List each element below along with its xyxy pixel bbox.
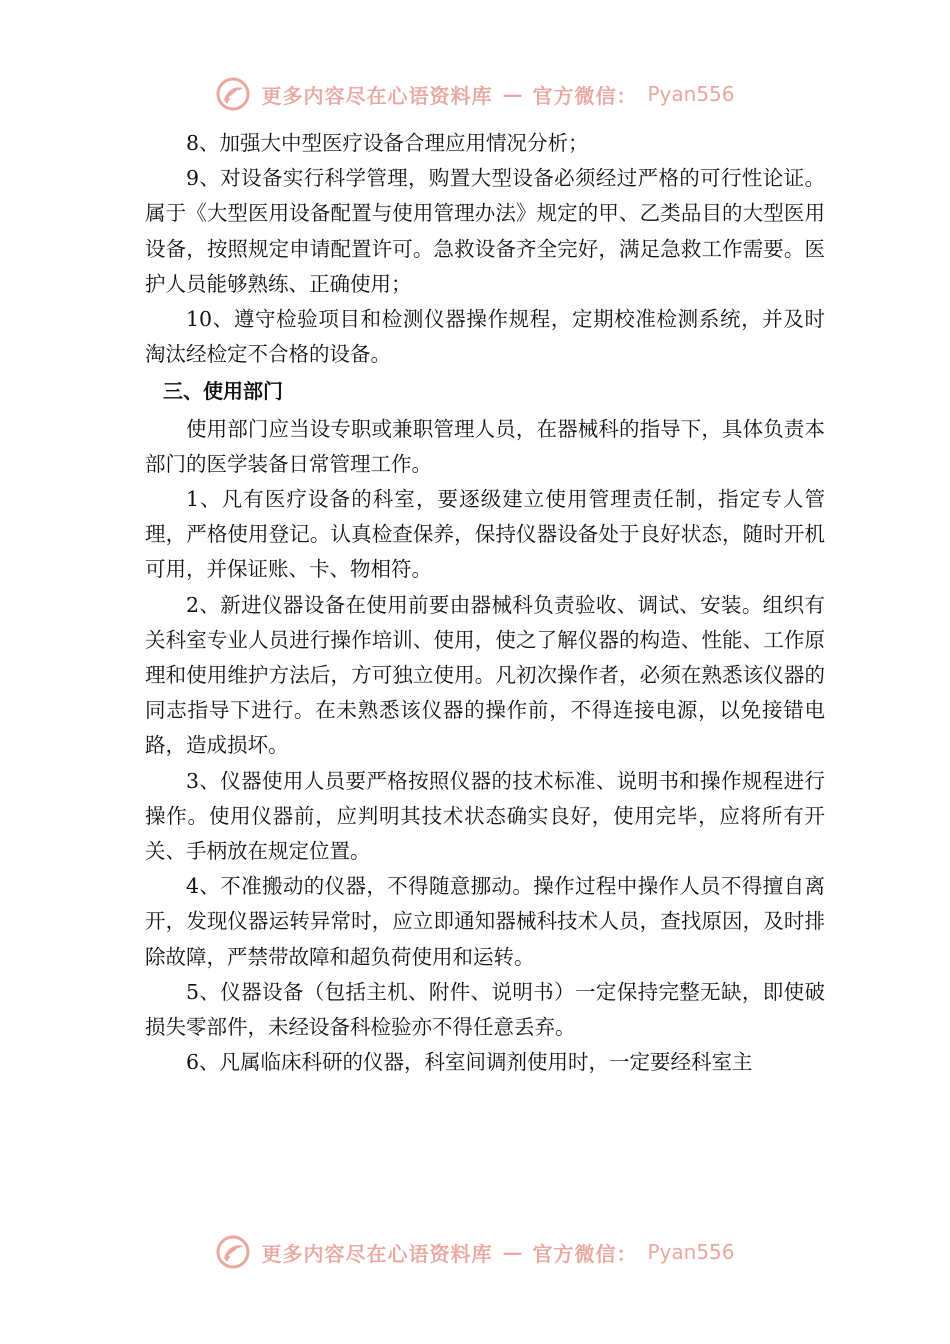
watermark-handle-label: 官方微信： (532, 83, 638, 108)
watermark-separator: — (502, 82, 523, 106)
paragraph-item-5: 5、仪器设备（包括主机、附件、说明书）一定保持完整无缺，即使破损失零部件，未经设备科检验亦不得任意丢弃。 (145, 979, 825, 1040)
paragraph-item-4: 4、不准搬动的仪器，不得随意挪动。操作过程中操作人员不得擅自离开，发现仪器运转异常时，应立即通知器械科技术人员，查找原因，及时排除故障，严禁带故障和超负荷使用和运转。 (145, 874, 825, 969)
watermark-handle: Pyan556 (647, 82, 735, 106)
watermark-text: 更多内容尽在心语资料库 (261, 83, 493, 108)
paragraph-item-8: 8、加强大中型医疗设备合理应用情况分析； (186, 131, 589, 155)
brand-logo-icon (215, 76, 251, 112)
paragraph-item-3: 3、仪器使用人员要严格按照仪器的技术标准、说明书和操作规程进行操作。使用仪器前，应判明其技术状态确实良好，使用完毕，应将所有开关、手柄放在规定位置。 (145, 768, 825, 864)
paragraph-item-9: 9、对设备实行科学管理，购置大型设备必须经过严格的可行性论证。属于《大型医用设备配置与使用管理办法》规定的甲、乙类品目的大型医用设备，按照规定申请配置许可。急救设备齐全完好，满足急救工作需要。医护人员能够熟练、正确使用； (145, 166, 825, 296)
paragraph-item-2: 2、新进仪器设备在使用前要由器械科负责验收、调试、安装。组织有关科室专业人员进行操作培训、使用，使之了解仪器的构造、性能、工作原理和使用维护方法后，方可独立使用。凡初次操作者，必须在熟悉该仪器的同志指导下进行。在未熟悉该仪器的操作前，不得连接电源，以免接错电路，造成损坏。 (145, 592, 825, 758)
paragraph-item-6: 6、凡属临床科研的仪器，科室间调剂使用时，一定要经科室主 (186, 1050, 753, 1075)
footer-watermark (0, 1232, 950, 1272)
section-heading: 三、使用部门 (163, 379, 283, 404)
paragraph-item-10: 10、遵守检验项目和检测仪器操作规程，定期校准检测系统，并及时淘汰经检定不合格的设备。 (145, 307, 825, 367)
watermark-text: 更多内容尽在心语资料库 (261, 1241, 493, 1266)
brand-logo-icon (215, 1234, 251, 1270)
paragraph-item-1: 1、凡有医疗设备的科室，要逐级建立使用管理责任制，指定专人管理，严格使用登记。认真检查保养，保持仪器设备处于良好状态，随时开机可用，并保证账、卡、物相符。 (145, 487, 825, 582)
section-intro-paragraph: 使用部门应当设专职或兼职管理人员，在器械科的指导下，具体负责本部门的医学装备日常管理工作。 (145, 416, 825, 476)
watermark-handle-label: 官方微信： (532, 1241, 638, 1266)
document-body (145, 126, 825, 1080)
watermark-handle: Pyan556 (647, 1240, 735, 1264)
header-watermark (0, 74, 950, 114)
watermark-separator: — (502, 1240, 523, 1264)
